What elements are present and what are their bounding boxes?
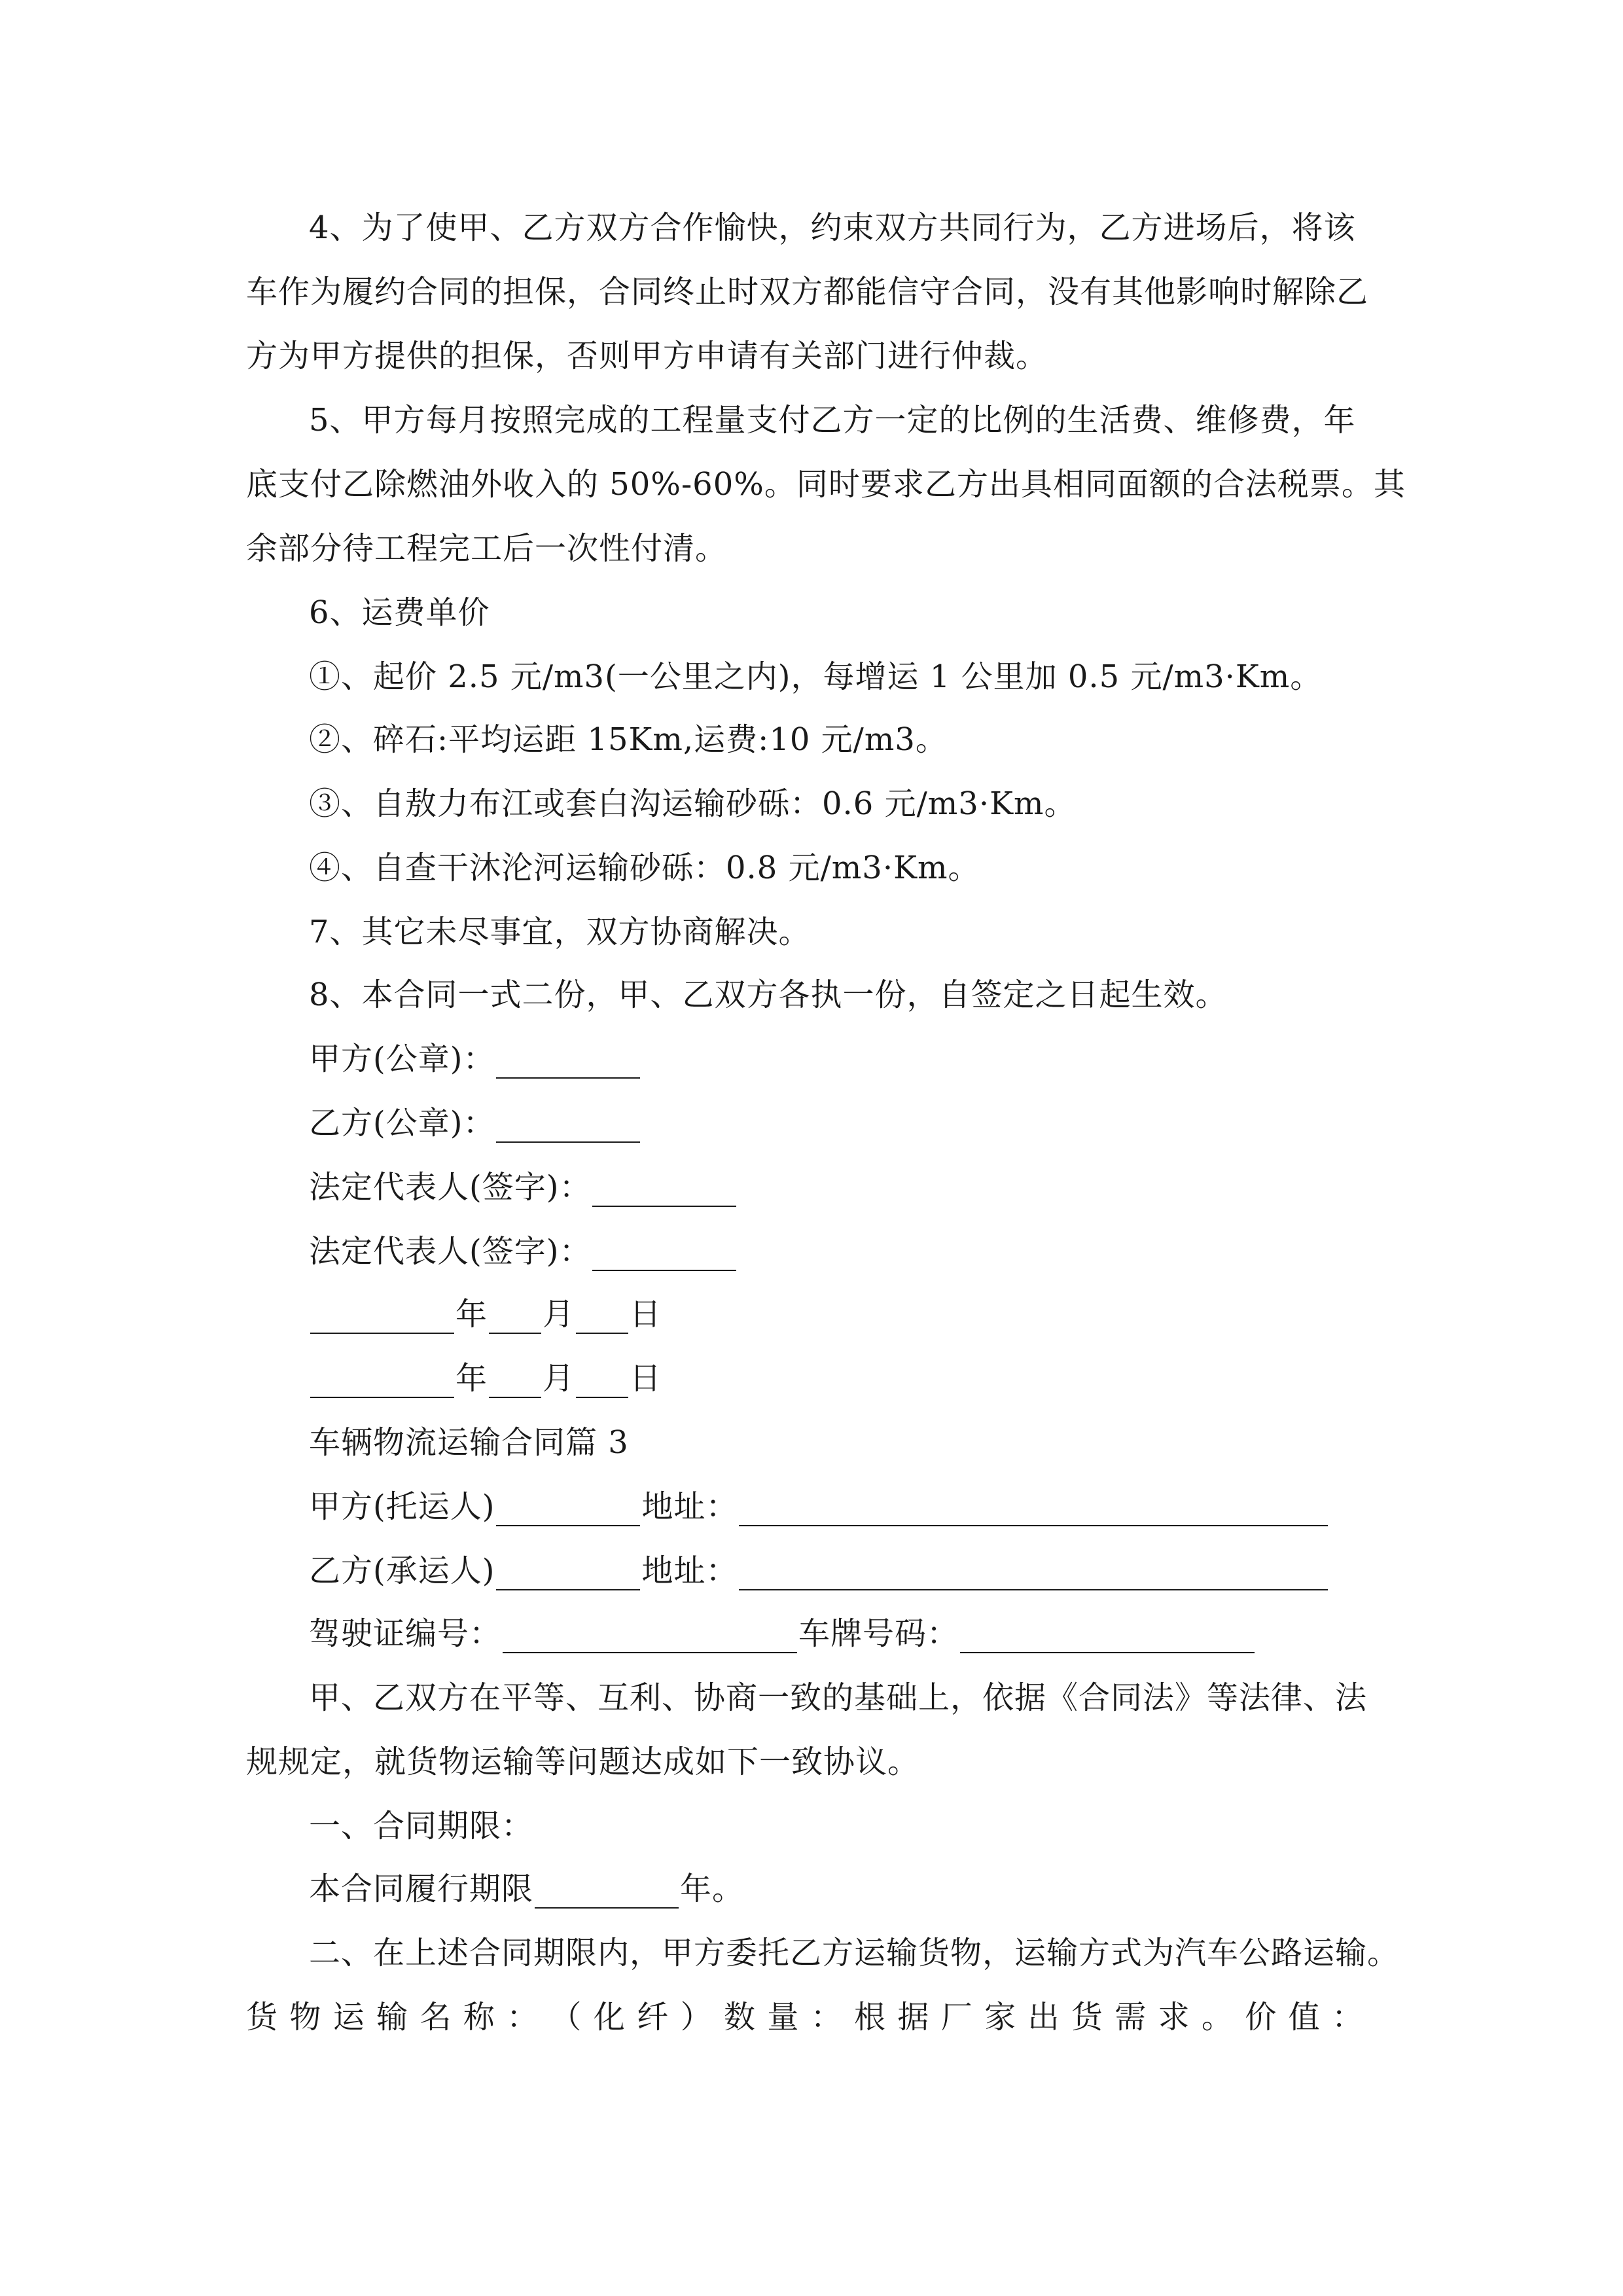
justified-char: ） bbox=[680, 1999, 713, 2036]
clause-1-text bbox=[309, 1869, 1442, 1909]
date-day-blank-2[interactable] bbox=[576, 1367, 628, 1398]
shipper-label: 甲方(托运人) bbox=[309, 1488, 495, 1525]
date-month-blank-2[interactable] bbox=[489, 1367, 541, 1398]
freight-item-2: ②、碎石:平均运距 15Km,运费:10 元/m3。 bbox=[309, 721, 948, 758]
clause-4-line-2: 车作为履约合同的担保，合同终止时双方都能信守合同，没有其他影响时解除乙 bbox=[246, 274, 1369, 310]
justified-char: 运 bbox=[332, 1999, 365, 2036]
clause-2-line-1: 二、在上述合同期限内，甲方委托乙方运输货物，运输方式为汽车公路运输。 bbox=[309, 1935, 1400, 1971]
justified-char: 化 bbox=[593, 1999, 626, 2036]
date-month-blank-1[interactable] bbox=[489, 1302, 541, 1334]
party-b-seal-label: 乙方(公章)： bbox=[309, 1105, 495, 1141]
justified-char: 输 bbox=[376, 1999, 409, 2036]
term-years-blank[interactable] bbox=[535, 1877, 679, 1909]
justified-char: 出 bbox=[1027, 1999, 1060, 2036]
carrier-label: 乙方(承运人) bbox=[309, 1552, 495, 1589]
date-line-2 bbox=[309, 1359, 1442, 1398]
freight-item-3: ③、自敖力布江或套白沟运输砂砾：0.6 元/m3·Km。 bbox=[309, 785, 1077, 822]
term-unit: 年。 bbox=[680, 1871, 745, 1907]
carrier-address-label: 地址： bbox=[641, 1552, 738, 1589]
month-label-2: 月 bbox=[543, 1360, 575, 1397]
justified-char: 值 bbox=[1288, 1999, 1321, 2036]
day-label-1: 日 bbox=[630, 1296, 662, 1333]
justified-char: ： bbox=[810, 1999, 843, 2036]
justified-char: 价 bbox=[1245, 1999, 1277, 2036]
freight-item-1: ①、起价 2.5 元/m3(一公里之内)，每增运 1 公里加 0.5 元/m3·Km。 bbox=[309, 658, 1323, 695]
justified-char: 据 bbox=[897, 1999, 930, 2036]
license-plate-line bbox=[309, 1614, 1442, 1653]
date-day-blank-1[interactable] bbox=[576, 1302, 628, 1334]
legal-rep-line-2 bbox=[309, 1232, 1442, 1271]
shipper-address-blank[interactable] bbox=[739, 1495, 1328, 1526]
shipper-line bbox=[309, 1487, 1442, 1526]
year-label-1: 年 bbox=[455, 1296, 488, 1333]
clause-4-line-3: 方为甲方提供的担保，否则甲方申请有关部门进行仲裁。 bbox=[246, 338, 1048, 374]
intro-line-1: 甲、乙双方在平等、互利、协商一致的基础上，依据《合同法》等法律、法 bbox=[309, 1679, 1368, 1716]
justified-char: 厂 bbox=[940, 1999, 973, 2036]
term-label: 本合同履行期限 bbox=[309, 1871, 534, 1907]
party-a-seal-blank[interactable] bbox=[496, 1047, 640, 1079]
license-blank[interactable] bbox=[503, 1622, 797, 1653]
legal-rep-line-1 bbox=[309, 1168, 1442, 1207]
justified-char: 物 bbox=[289, 1999, 322, 2036]
justified-char: 货 bbox=[1071, 1999, 1103, 2036]
justified-char: 。 bbox=[1201, 1999, 1234, 2036]
legal-rep-label-1: 法定代表人(签字)： bbox=[309, 1169, 592, 1206]
date-line-1 bbox=[309, 1295, 1442, 1334]
shipper-name-blank[interactable] bbox=[496, 1495, 640, 1526]
justified-char: 纤 bbox=[637, 1999, 669, 2036]
section-3-title: 车辆物流运输合同篇 3 bbox=[309, 1424, 629, 1461]
justified-char: 家 bbox=[984, 1999, 1017, 2036]
plate-blank[interactable] bbox=[960, 1622, 1255, 1653]
justified-char: 称 bbox=[463, 1999, 495, 2036]
justified-char: ： bbox=[1331, 1999, 1364, 2036]
day-label-2: 日 bbox=[630, 1360, 662, 1397]
clause-5-line-1: 5、甲方每月按照完成的工程量支付乙方一定的比例的生活费、维修费，年 bbox=[309, 402, 1356, 439]
clause-5-line-2: 底支付乙除燃油外收入的 50%-60%。同时要求乙方出具相同面额的合法税票。其 bbox=[246, 466, 1406, 503]
party-a-seal-line bbox=[309, 1039, 1442, 1079]
party-b-seal-line bbox=[309, 1103, 1442, 1143]
clause-8: 8、本合同一式二份，甲、乙双方各执一份，自签定之日起生效。 bbox=[309, 977, 1228, 1013]
party-a-seal-label: 甲方(公章)： bbox=[309, 1041, 495, 1077]
legal-rep-label-2: 法定代表人(签字)： bbox=[309, 1233, 592, 1270]
justified-char: ： bbox=[507, 1999, 539, 2036]
carrier-line bbox=[309, 1551, 1442, 1590]
date-year-blank-1[interactable] bbox=[310, 1302, 454, 1334]
clause-6-title: 6、运费单价 bbox=[309, 594, 490, 631]
freight-item-4: ④、自查干沐沦河运输砂砾：0.8 元/m3·Km。 bbox=[309, 850, 980, 886]
justified-char: 根 bbox=[854, 1999, 887, 2036]
justified-char: 量 bbox=[767, 1999, 800, 2036]
clause-1-title: 一、合同期限： bbox=[309, 1808, 534, 1844]
legal-rep-blank-2[interactable] bbox=[592, 1240, 736, 1271]
month-label-1: 月 bbox=[543, 1296, 575, 1333]
clause-2-line-2 bbox=[246, 1998, 1364, 2037]
justified-char: 求 bbox=[1158, 1999, 1190, 2036]
legal-rep-blank-1[interactable] bbox=[592, 1175, 736, 1207]
shipper-address-label: 地址： bbox=[641, 1488, 738, 1525]
justified-char: （ bbox=[550, 1999, 582, 2036]
license-label: 驾驶证编号： bbox=[309, 1615, 502, 1652]
carrier-name-blank[interactable] bbox=[496, 1559, 640, 1590]
justified-char: 货 bbox=[246, 1999, 279, 2036]
carrier-address-blank[interactable] bbox=[739, 1559, 1328, 1590]
year-label-2: 年 bbox=[455, 1360, 488, 1397]
clause-7: 7、其它未尽事宜，双方协商解决。 bbox=[309, 914, 811, 950]
party-b-seal-blank[interactable] bbox=[496, 1111, 640, 1143]
justified-char: 需 bbox=[1115, 1999, 1147, 2036]
plate-label: 车牌号码： bbox=[798, 1615, 959, 1652]
clause-5-line-3: 余部分待工程完工后一次性付清。 bbox=[246, 530, 728, 567]
justified-char: 名 bbox=[419, 1999, 452, 2036]
intro-line-2: 规规定，就货物运输等问题达成如下一致协议。 bbox=[246, 1744, 920, 1780]
justified-char: 数 bbox=[723, 1999, 756, 2036]
clause-4-line-1: 4、为了使甲、乙方双方合作愉快，约束双方共同行为，乙方进场后，将该 bbox=[309, 209, 1356, 246]
date-year-blank-2[interactable] bbox=[310, 1367, 454, 1398]
